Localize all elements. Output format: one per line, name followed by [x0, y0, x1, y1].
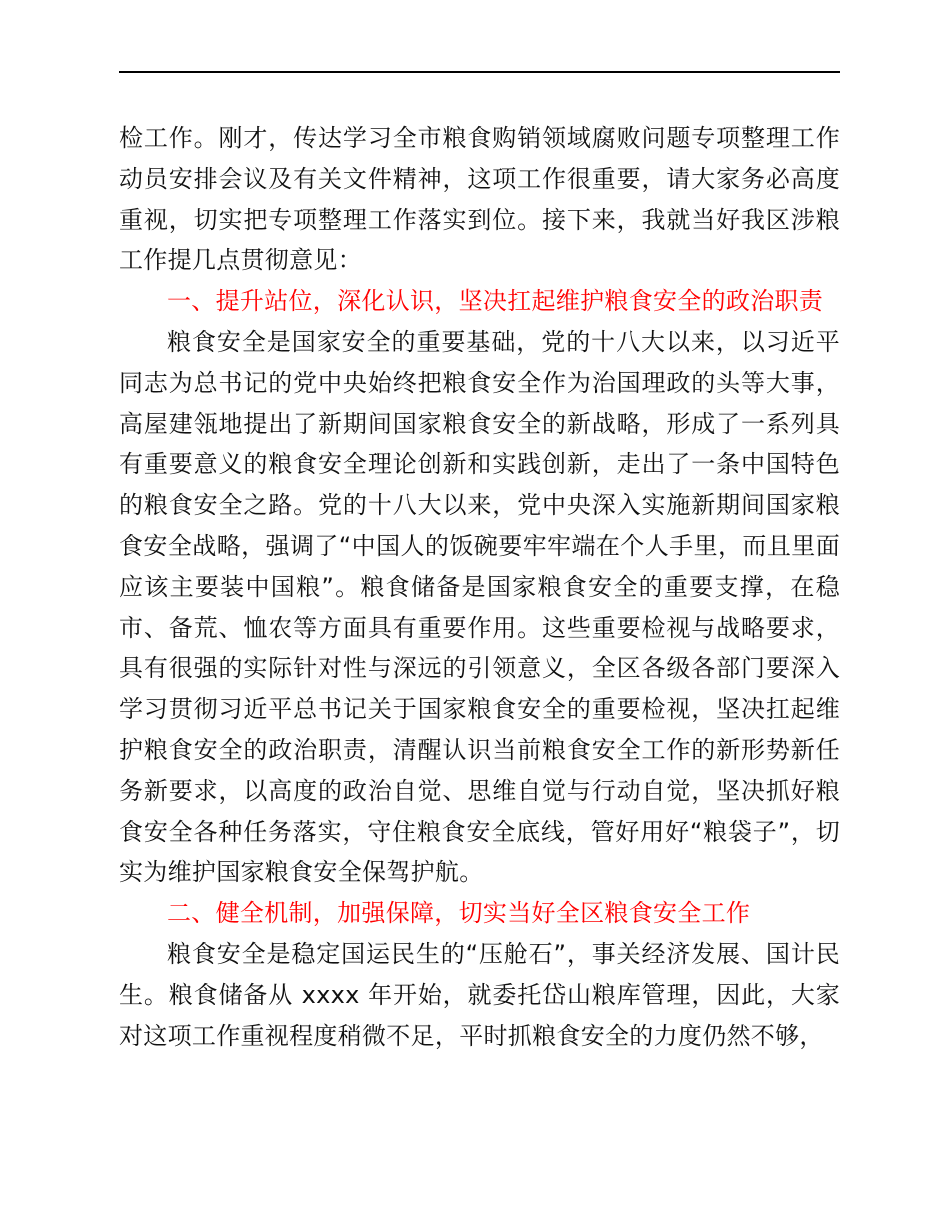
- paragraph-section-2: 粮食安全是稳定国运民生的“压舱石”，事关经济发展、国计民生。粮食储备从 xxxx 年开始，就委托岱山粮库管理，因此，大家对这项工作重视程度稍微不足，平时抓粮食安全的力度仍然不够，: [119, 939, 840, 1050]
- header-rule: [119, 71, 840, 73]
- section-heading-2: 二、健全机制，加强保障，切实当好全区粮食安全工作: [167, 899, 751, 928]
- document-body: [119, 118, 840, 1056]
- section-heading-1: 一、提升站位，深化认识，坚决扛起维护粮食安全的政治职责: [167, 287, 824, 316]
- paragraph-section-1: 粮食安全是国家安全的重要基础，党的十八大以来，以习近平同志为总书记的党中央始终把粮食安全作为治国理政的头等大事，高屋建瓴地提出了新期间国家粮食安全的新战略，形成了一系列具有重要意义的粮食安全理论创新和实践创新，走出了一条中国特色的粮食安全之路。党的十八大以来，党中央深入实施新期间国家粮食安全战略，强调了“中国人的饭碗要牢牢端在个人手里，而且里面应该主要装中国粮”。粮食储备是国家粮食安全的重要支撑，在稳市、备荒、恤农等方面具有重要作用。这些重要检视与战略要求，具有很强的实际针对性与深远的引领意义，全区各级各部门要深入学习贯彻习近平总书记关于国家粮食安全的重要检视，坚决扛起维护粮食安全的政治职责，清醒认识当前粮食安全工作的新形势新任务新要求，以高度的政治自觉、思维自觉与行动自觉，坚决抓好粮食安全各种任务落实，守住粮食安全底线，管好用好“粮袋子”，切实为维护国家粮食安全保驾护航。: [119, 327, 840, 887]
- paragraph-intro-continuation: 检工作。刚才，传达学习全市粮食购销领域腐败问题专项整理工作动员安排会议及有关文件精神，这项工作很重要，请大家务必高度重视，切实把专项整理工作落实到位。接下来，我就当好我区涉粮工作提几点贯彻意见：: [119, 124, 840, 275]
